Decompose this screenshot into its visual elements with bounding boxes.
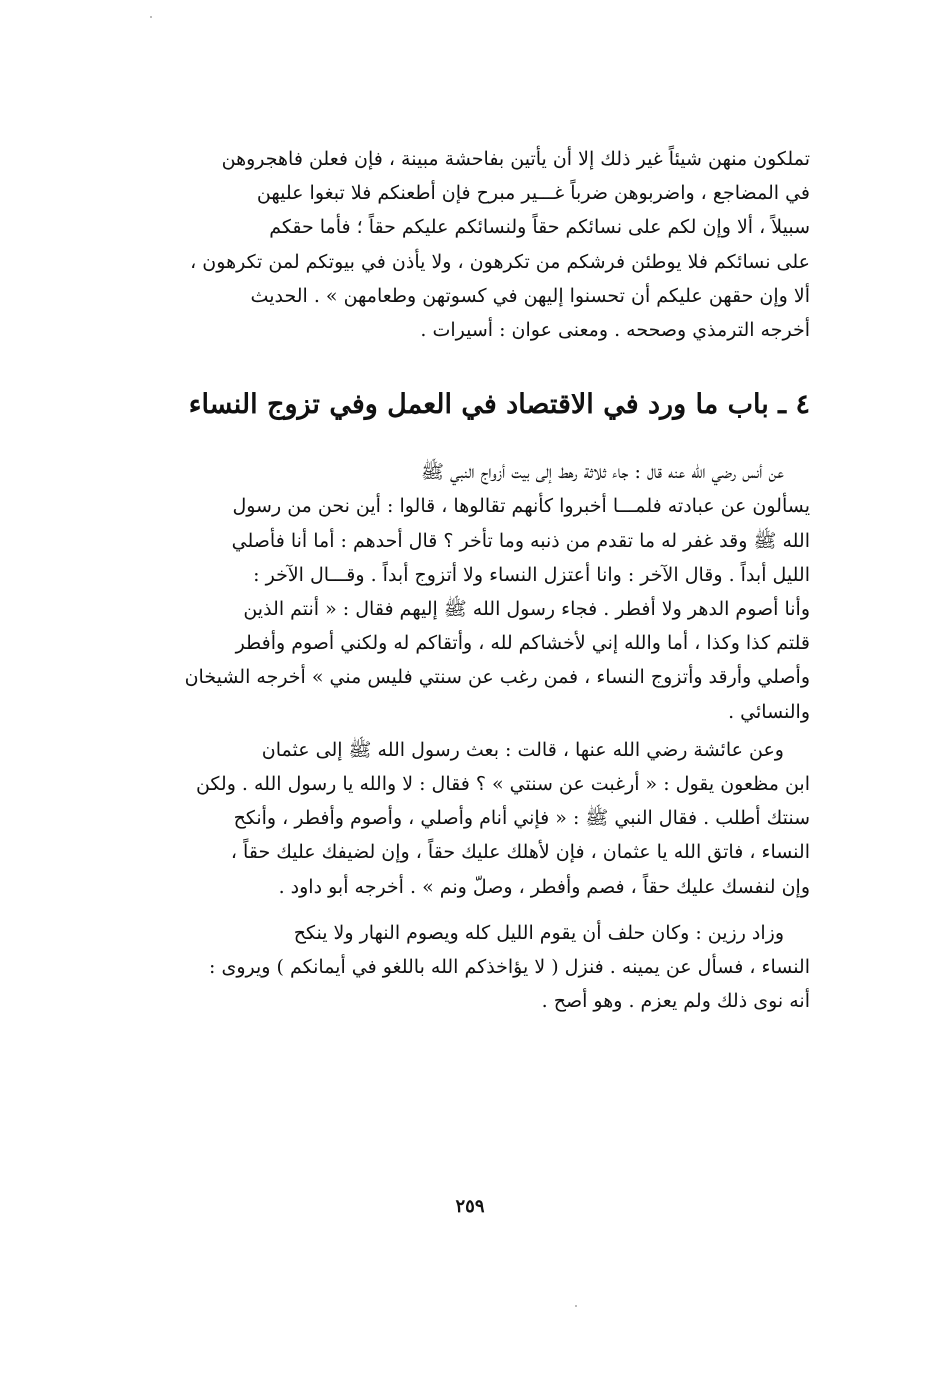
text-line: وعن عائشة رضي الله عنها ، قالت : بعث رسول الله ﷺ إلى عثمان [261, 738, 784, 761]
text-line: عن أنس رضي الله عنه قال : جاء ثلاثة رهط إلى بيت أزواج النبي ﷺ [421, 461, 784, 484]
text-line: وزاد رزين : وكان حلف أن يقوم الليل كله ويصوم النهار ولا ينكح [293, 921, 784, 944]
text-line: أخرجه الترمذي وصححه . ومعنى عوان : أسيرات . [420, 319, 810, 342]
paragraph-aisha-hadith [130, 733, 810, 904]
text-line: الليل أبداً . وقال الآخر : وانا أعتزل النساء ولا أتزوج أبداً . وقـــال الآخر : [253, 563, 810, 586]
scan-speck [150, 16, 152, 18]
text-line: أنه نوى ذلك ولم يعزم . وهو أصح . [541, 990, 810, 1013]
text-line: النساء ، فسأل عن يمينه . فنزل ( لا يؤاخذكم الله باللغو في أيمانكم ) ويروى : [209, 956, 810, 979]
text-line: ابن مظعون يقول : « أرغبت عن سنتي » ؟ فقال : لا والله يا رسول الله . ولكن [195, 773, 810, 796]
page-body [130, 142, 810, 1018]
text-line: النساء ، فاتق الله يا عثمان ، فإن لأهلك عليك حقاً ، وإن لضيفك عليك حقاً ، [230, 841, 810, 864]
text-line: والنسائي . [728, 700, 810, 723]
paragraph-razin-addition [130, 916, 810, 1019]
text-line: ألا وإن حقهن عليكم أن تحسنوا إليهن في كسوتهن وطعامهن » . الحديث [250, 284, 810, 307]
text-line: في المضاجع ، واضربوهن ضرباً غـــير مبرح فإن أطعنكم فلا تبغوا عليهن [256, 182, 810, 205]
text-line: قلتم كذا وكذا ، أما والله إني لأخشاكم لله ، وأتقاكم له ولكني أصوم وأفطر [235, 632, 810, 655]
text-line: يسألون عن عبادته فلمـــا أخبروا كأنهم تقالوها ، قالوا : أين نحن من رسول [232, 495, 810, 518]
text-line: الله ﷺ وقد غفر له ما تقدم من ذنبه وما تأخر ؟ قال أحدهم : أما أنا فأصلي [231, 529, 810, 552]
chapter-heading: ٤ ـ باب ما ورد في الاقتصاد في العمل وفي تزوج النساء [188, 389, 810, 421]
text-line: على نسائكم فلا يوطئن فرشكم من تكرهون ، ولا يأذن في بيوتكم لمن تكرهون ، [190, 250, 810, 273]
page-number: ٢٥٩ [455, 1196, 485, 1217]
text-line: وأصلي وأرقد وأتزوج النساء ، فمن رغب عن سنتي فليس مني » أخرجه الشيخان [184, 666, 810, 689]
text-line: سنتك أطلب . فقال النبي ﷺ : « فإني أنام وأصلي ، وأصوم وأفطر ، وأنكح [233, 807, 810, 830]
text-line: وإن لنفسك عليك حقاً ، فصم وأفطر ، وصلّ ونم » . أخرجه أبو داود . [278, 875, 810, 898]
scan-speck [575, 1305, 577, 1307]
text-line: وأنا أصوم الدهر ولا أفطر . فجاء رسول الله ﷺ إليهم فقال : « أنتم الذين [243, 598, 810, 621]
text-line: تملكون منهن شيئاً غير ذلك إلا أن يأتين بفاحشة مبينة ، فإن فعلن فاهجروهن [221, 148, 810, 170]
paragraph-hadith-ending [130, 142, 810, 347]
paragraph-anas-hadith [130, 455, 810, 729]
text-line: سبيلاً ، ألا وإن لكم على نسائكم حقاً ولنسائكم عليكم حقاً ؛ فأما حقكم [269, 216, 810, 239]
